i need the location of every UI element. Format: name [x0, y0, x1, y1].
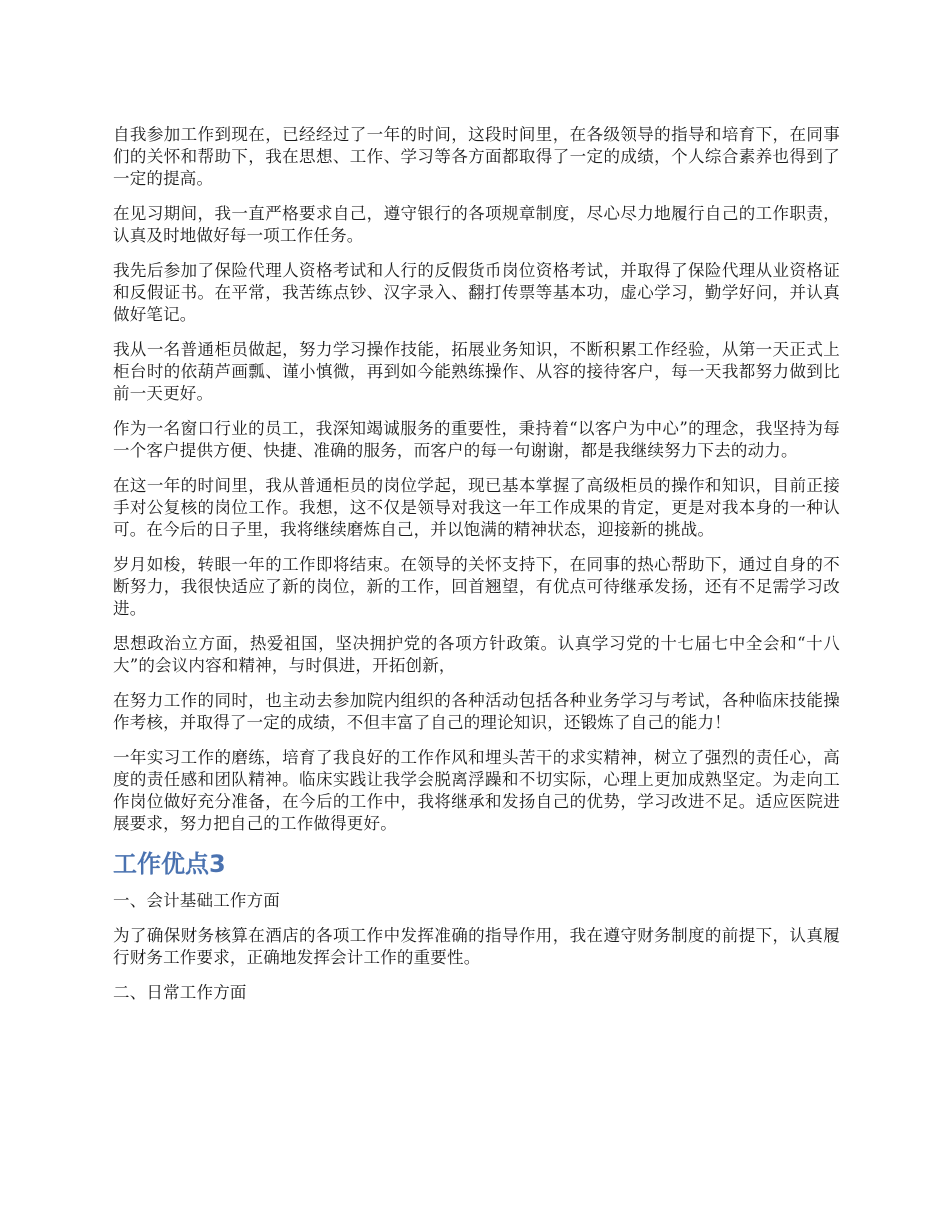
subsection-title: 一、会计基础工作方面 [113, 891, 280, 910]
paragraph: 岁月如梭，转眼一年的工作即将结束。在领导的关怀支持下，在同事的热心帮助下，通过自身的不断努力，我很快适应了新的岗位，新的工作，回首翘望，有优点可待继承发扬，还有不足需学习改进。 [113, 555, 840, 618]
paragraph: 一年实习工作的磨练，培育了我良好的工作作风和埋头苦干的求实精神，树立了强烈的责任心，高度的责任感和团队精神。临床实践让我学会脱离浮躁和不切实际，心理上更加成熟坚定。为走向工作岗位做好充分准备，在今后的工作中，我将继承和发扬自己的优势，学习改进不足。适应医院进展要求，努力把自己的工作做得更好。 [113, 748, 840, 833]
paragraph: 自我参加工作到现在，已经经过了一年的时间，这段时间里，在各级领导的指导和培育下，在同事们的关怀和帮助下，我在思想、工作、学习等各方面都取得了一定的成绩，个人综合素养也得到了一定的提高。 [113, 125, 840, 188]
document-page [113, 124, 840, 1017]
paragraph: 在这一年的时间里，我从普通柜员的岗位学起，现已基本掌握了高级柜员的操作和知识，目前正接手对公复核的岗位工作。我想，这不仅是领导对我这一年工作成果的肯定，更是对我本身的一种认可。在今后的日子里，我将继续磨炼自己，并以饱满的精神状态，迎接新的挑战。 [113, 476, 840, 539]
paragraph: 在努力工作的同时，也主动去参加院内组织的各种活动包括各种业务学习与考试，各种临床技能操作考核，并取得了一定的成绩，不但丰富了自己的理论知识，还锻炼了自己的能力！ [113, 691, 840, 732]
paragraph: 思想政治立方面，热爱祖国，坚决拥护党的各项方针政策。认真学习党的十七届七中全会和“十八大”的会议内容和精神，与时俱进，开拓创新， [113, 634, 840, 675]
subsection-title: 二、日常工作方面 [113, 983, 247, 1002]
paragraph: 我先后参加了保险代理人资格考试和人行的反假货币岗位资格考试，并取得了保险代理从业资格证和反假证书。在平常，我苦练点钞、汉字录入、翻打传票等基本功，虚心学习，勤学好问，并认真做好笔记。 [113, 261, 840, 324]
section-heading: 工作优点3 [113, 850, 226, 878]
paragraph: 我从一名普通柜员做起，努力学习操作技能，拓展业务知识，不断积累工作经验，从第一天正式上柜台时的依葫芦画瓢、谨小慎微，再到如今能熟练操作、从容的接待客户，每一天我都努力做到比前一天更好。 [113, 340, 840, 403]
paragraph: 作为一名窗口行业的员工，我深知竭诚服务的重要性，秉持着“以客户为中心”的理念，我坚持为每一个客户提供方便、快捷、准确的服务，而客户的每一句谢谢，都是我继续努力下去的动力。 [113, 419, 840, 460]
paragraph: 为了确保财务核算在酒店的各项工作中发挥准确的指导作用，我在遵守财务制度的前提下，认真履行财务工作要求，正确地发挥会计工作的重要性。 [113, 926, 840, 967]
paragraph: 在见习期间，我一直严格要求自己，遵守银行的各项规章制度，尽心尽力地履行自己的工作职责，认真及时地做好每一项工作任务。 [113, 204, 840, 245]
